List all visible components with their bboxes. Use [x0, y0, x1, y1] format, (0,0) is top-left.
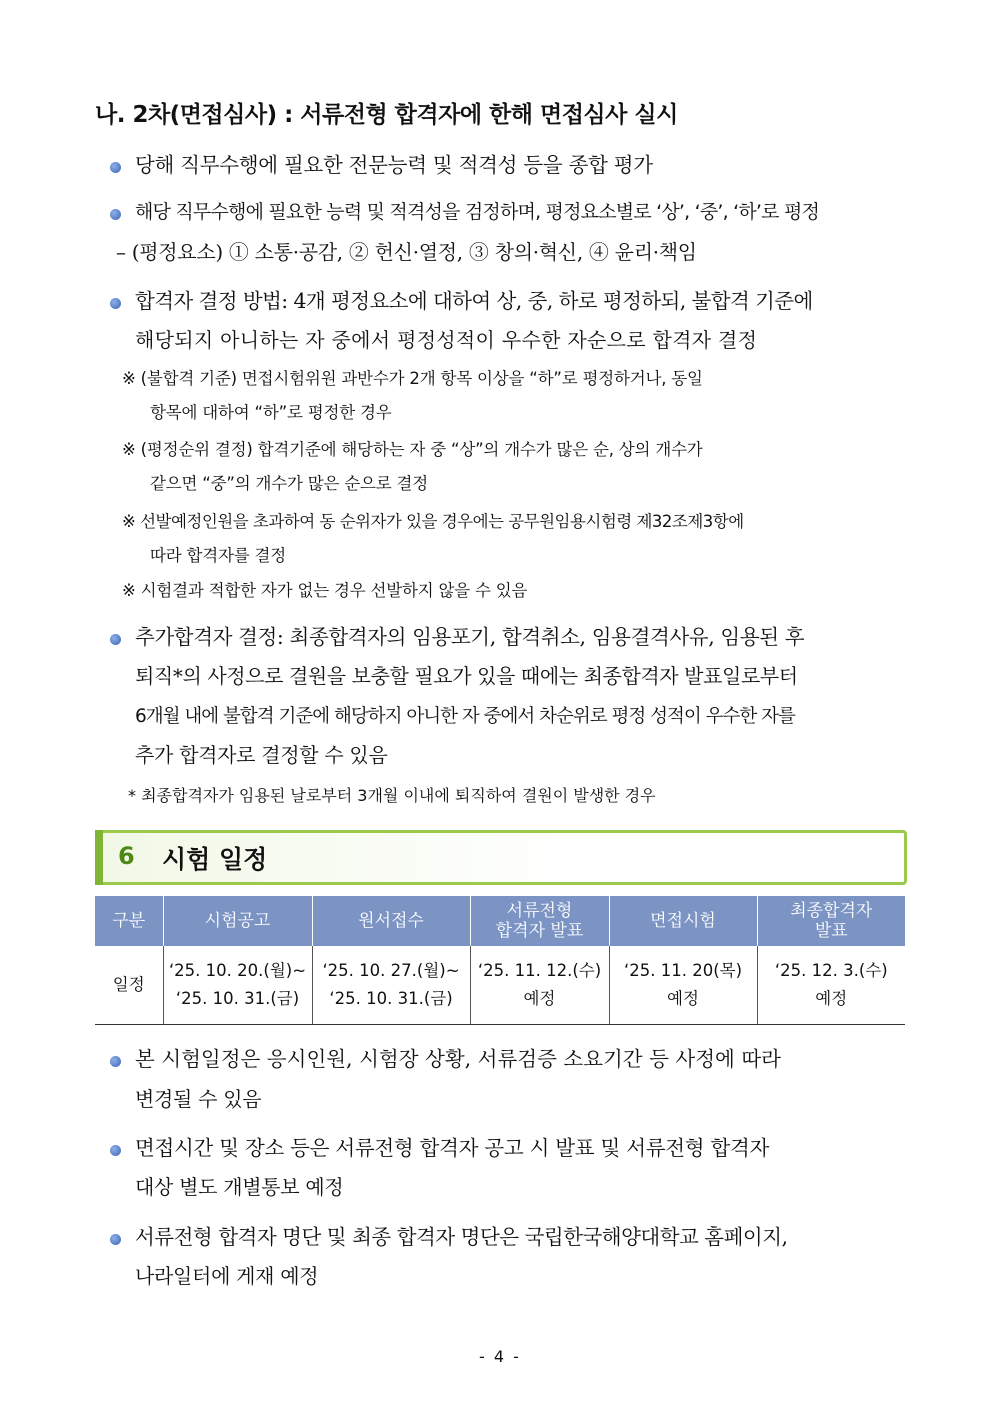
bullet-continuation: 해당되지 아니하는 자 중에서 평정성적이 우수한 자순으로 합격자 결정: [135, 328, 758, 352]
bullet-dot-icon: [110, 209, 121, 220]
note-continuation: 따라 합격자를 결정: [150, 546, 287, 565]
table-header-text: 서류전형: [506, 901, 573, 921]
table-cell: ‘25. 12. 3.(수) 예정: [757, 946, 905, 1025]
bullet-text: 당해 직무수행에 필요한 전문능력 및 적격성 등을 종합 평가: [135, 153, 653, 177]
section-number: 6: [118, 842, 135, 870]
bullet-dot-icon: [110, 1234, 121, 1245]
note-continuation: 같으면 “중”의 개수가 많은 순으로 결정: [150, 474, 429, 493]
note-no-selection: ※ 시험결과 적합한 자가 없는 경우 선발하지 않을 수 있음: [122, 581, 528, 600]
bullet-dot-icon: [110, 1056, 121, 1067]
note-ranking: ※ (평정순위 결정) 합격기준에 해당하는 자 중 “상”의 개수가 많은 순, 상의 개수가: [122, 440, 703, 459]
table-header-cell: [470, 896, 609, 946]
table-header-text: 합격자 발표: [495, 921, 584, 941]
table-header-text: 최종합격자: [790, 901, 873, 921]
bullet-text: 본 시험일정은 응시인원, 시험장 상황, 서류검증 소요기간 등 사정에 따라: [135, 1047, 781, 1071]
bullet-continuation: 변경될 수 있음: [135, 1087, 262, 1111]
bullet-continuation: 나라일터에 게재 예정: [135, 1264, 319, 1288]
section-header-stripe: [95, 830, 103, 885]
table-cell: ‘25. 11. 20(목) 예정: [609, 946, 757, 1025]
page-number: - 4 -: [479, 1347, 521, 1366]
table-header-cell: 시험공고: [163, 896, 312, 946]
table-header-cell: 구분: [95, 896, 163, 946]
table-row: [95, 946, 905, 1025]
bullet-dot-icon: [110, 1145, 121, 1156]
bullet-dot-icon: [110, 634, 121, 645]
note-fail-criteria: ※ (불합격 기준) 면접시험위원 과반수가 2개 항목 이상을 “하”로 평정하거나, 동일: [122, 369, 703, 388]
table-cell: ‘25. 10. 20.(월)~ ‘25. 10. 31.(금): [163, 946, 312, 1025]
bullet-continuation: 추가 합격자로 결정할 수 있음: [135, 743, 388, 767]
section-title: 시험 일정: [162, 845, 268, 874]
bullet-continuation: 퇴직*의 사정으로 결원을 보충할 필요가 있을 때에는 최종합격자 발표일로부터: [135, 664, 798, 688]
section-heading: 나. 2차(면접심사) : 서류전형 합격자에 한해 면접심사 실시: [95, 102, 678, 128]
table-cell: ‘25. 11. 12.(수) 예정: [470, 946, 609, 1025]
table-header-text: 발표: [814, 921, 848, 941]
note-continuation: 항목에 대하여 “하”로 평정한 경우: [150, 403, 392, 422]
bullet-text: 추가합격자 결정: 최종합격자의 임용포기, 합격취소, 임용결격사유, 임용된 후: [135, 625, 805, 649]
table-cell: ‘25. 10. 27.(월)~ ‘25. 10. 31.(금): [312, 946, 470, 1025]
table-header-cell: 원서접수: [312, 896, 470, 946]
note-tie: ※ 선발예정인원을 초과하여 동 순위자가 있을 경우에는 공무원임용시험령 제32조제3항에: [122, 512, 744, 531]
evaluation-factors: – (평정요소) ① 소통·공감, ② 헌신·열정, ③ 창의·혁신, ④ 윤리·책임: [116, 240, 697, 264]
bullet-text: 해당 직무수행에 필요한 능력 및 적격성을 검정하며, 평정요소별로 ‘상’, ‘중’, ‘하’로 평정: [135, 201, 820, 223]
bullet-text: 면접시간 및 장소 등은 서류전형 합격자 공고 시 발표 및 서류전형 합격자: [135, 1136, 769, 1160]
footnote: * 최종합격자가 임용된 날로부터 3개월 이내에 퇴직하여 결원이 발생한 경우: [128, 786, 656, 805]
bullet-text: 서류전형 합격자 명단 및 최종 합격자 명단은 국립한국해양대학교 홈페이지,: [135, 1225, 788, 1249]
bullet-continuation: 대상 별도 개별통보 예정: [135, 1175, 344, 1199]
table-row-label: 일정: [95, 946, 163, 1025]
table-header-row: [95, 896, 905, 946]
table-header-cell: 면접시험: [609, 896, 757, 946]
table-header-cell: [757, 896, 905, 946]
bullet-continuation: 6개월 내에 불합격 기준에 해당하지 아니한 자 중에서 차순위로 평정 성적이 우수한 자를: [135, 706, 795, 727]
bullet-text: 합격자 결정 방법: 4개 평정요소에 대하여 상, 중, 하로 평정하되, 불합격 기준에: [135, 289, 813, 313]
bullet-dot-icon: [110, 162, 121, 173]
bullet-dot-icon: [110, 298, 121, 309]
schedule-table: [95, 896, 905, 1025]
